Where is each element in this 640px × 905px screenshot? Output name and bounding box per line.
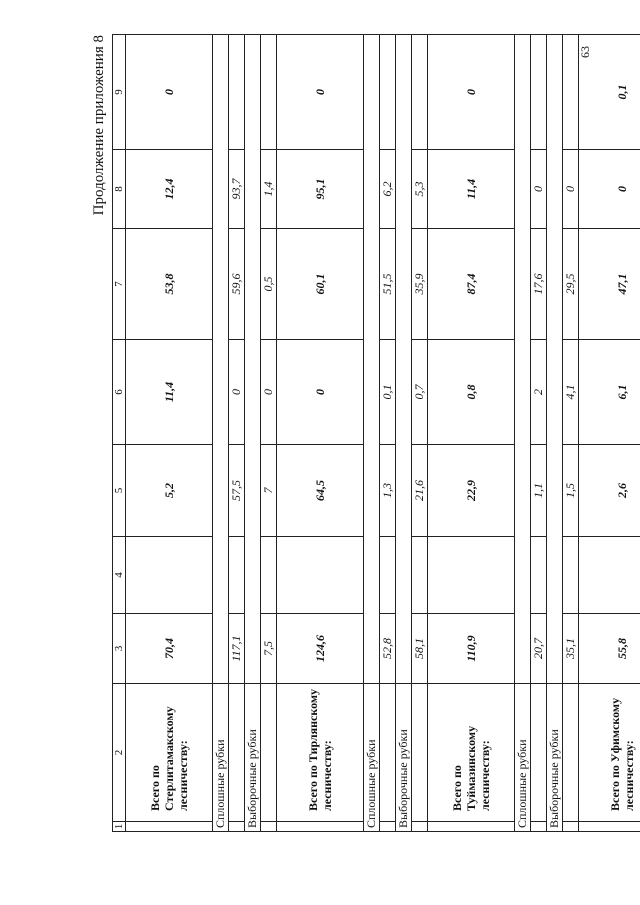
forestry-total-row	[277, 35, 364, 832]
section-header-row	[396, 35, 412, 832]
section-value-cell: 29,5	[563, 229, 579, 340]
total-value-cell	[428, 537, 515, 614]
section-header-row	[547, 35, 563, 832]
total-value-cell: 0	[277, 340, 364, 445]
section-label: Сплошные рубки	[515, 684, 531, 832]
forestry-name: Всего по Стерлитамакскому лесничеству:	[126, 684, 213, 822]
total-value-cell: 0,1	[579, 35, 640, 150]
total-value-cell: 22,9	[428, 445, 515, 537]
section-value-cell	[563, 537, 579, 614]
section-label: Сплошные рубки	[364, 684, 380, 832]
empty-cell	[229, 684, 245, 822]
page-number: 63	[578, 46, 592, 58]
section-value-cell: 0	[563, 150, 579, 229]
section-value-cell: 0,7	[412, 340, 428, 445]
section-value-cell: 0,5	[261, 229, 277, 340]
section-value-cell: 35,9	[412, 229, 428, 340]
section-value-cell: 17,6	[531, 229, 547, 340]
empty-cell	[412, 822, 428, 832]
section-value-cell	[229, 537, 245, 614]
total-value-cell: 70,4	[126, 614, 213, 684]
section-value-cell	[563, 35, 579, 150]
section-value-cell	[229, 35, 245, 150]
section-header-row	[213, 35, 229, 832]
section-value-row	[380, 35, 396, 832]
total-value-cell: 11,4	[126, 340, 213, 445]
section-header-filler	[364, 35, 380, 684]
section-value-cell: 7	[261, 445, 277, 537]
section-value-cell	[261, 35, 277, 150]
section-value-cell: 57,5	[229, 445, 245, 537]
section-value-cell	[261, 537, 277, 614]
section-value-cell: 1,5	[563, 445, 579, 537]
section-value-cell: 52,8	[380, 614, 396, 684]
section-value-row	[531, 35, 547, 832]
total-value-cell: 64,5	[277, 445, 364, 537]
section-header-filler	[515, 35, 531, 684]
section-header-filler	[213, 35, 229, 684]
column-number-cell: 8	[113, 150, 126, 229]
column-number-cell: 7	[113, 229, 126, 340]
total-value-cell: 53,8	[126, 229, 213, 340]
section-header-row	[245, 35, 261, 832]
forestry-table	[112, 34, 640, 832]
forestry-name: Всего по Уфимскому лесничеству:	[579, 684, 640, 822]
section-header-row	[364, 35, 380, 832]
section-value-cell: 93,7	[229, 150, 245, 229]
total-value-cell: 12,4	[126, 150, 213, 229]
section-value-cell	[412, 537, 428, 614]
total-value-cell: 87,4	[428, 229, 515, 340]
total-value-cell: 110,9	[428, 614, 515, 684]
section-value-row	[412, 35, 428, 832]
column-number-cell: 5	[113, 445, 126, 537]
section-value-cell	[412, 35, 428, 150]
total-value-cell: 2,6	[579, 445, 640, 537]
total-value-cell: 0	[277, 35, 364, 150]
section-value-cell: 6,2	[380, 150, 396, 229]
section-value-cell: 59,6	[229, 229, 245, 340]
empty-cell	[563, 684, 579, 822]
column-number-cell: 2	[113, 684, 126, 822]
empty-cell	[563, 822, 579, 832]
section-value-cell: 1,3	[380, 445, 396, 537]
section-value-row	[229, 35, 245, 832]
total-value-cell	[126, 537, 213, 614]
forestry-name: Всего по Туймазинскому лесничеству:	[428, 684, 515, 822]
column-number-cell: 9	[113, 35, 126, 150]
section-value-cell: 1,4	[261, 150, 277, 229]
section-value-cell: 0,1	[380, 340, 396, 445]
empty-cell	[579, 822, 640, 832]
column-number-row	[113, 35, 126, 832]
empty-cell	[126, 822, 213, 832]
forestry-total-row	[428, 35, 515, 832]
total-value-cell: 60,1	[277, 229, 364, 340]
empty-cell	[277, 822, 364, 832]
total-value-cell	[277, 537, 364, 614]
section-value-cell: 20,7	[531, 614, 547, 684]
section-value-row	[563, 35, 579, 832]
empty-cell	[261, 822, 277, 832]
section-header-filler	[245, 35, 261, 684]
section-value-cell: 4,1	[563, 340, 579, 445]
forestry-total-row	[126, 35, 213, 832]
empty-cell	[261, 684, 277, 822]
section-value-cell: 21,6	[412, 445, 428, 537]
section-label: Выборочные рубки	[396, 684, 412, 832]
section-value-cell	[531, 537, 547, 614]
forestry-name: Всего по Тирлянскому лесничеству:	[277, 684, 364, 822]
total-value-cell: 6,1	[579, 340, 640, 445]
section-value-cell: 5,3	[412, 150, 428, 229]
empty-cell	[531, 684, 547, 822]
section-value-cell: 51,5	[380, 229, 396, 340]
section-value-cell	[380, 537, 396, 614]
section-label: Сплошные рубки	[213, 684, 229, 832]
page-heading: Продолжение приложения 8	[91, 35, 107, 216]
total-value-cell: 0	[126, 35, 213, 150]
column-number-cell: 4	[113, 537, 126, 614]
empty-cell	[380, 684, 396, 822]
section-value-cell: 1,1	[531, 445, 547, 537]
section-value-cell	[380, 35, 396, 150]
column-number-cell: 3	[113, 614, 126, 684]
empty-cell	[380, 822, 396, 832]
section-value-cell: 0	[531, 150, 547, 229]
empty-cell	[428, 822, 515, 832]
total-value-cell: 47,1	[579, 229, 640, 340]
total-value-cell: 0	[579, 150, 640, 229]
section-header-filler	[547, 35, 563, 684]
section-value-row	[261, 35, 277, 832]
section-header-filler	[396, 35, 412, 684]
section-header-row	[515, 35, 531, 832]
total-value-cell: 95,1	[277, 150, 364, 229]
total-value-cell	[579, 537, 640, 614]
section-value-cell: 7,5	[261, 614, 277, 684]
empty-cell	[412, 684, 428, 822]
section-value-cell: 58,1	[412, 614, 428, 684]
empty-cell	[531, 822, 547, 832]
total-value-cell: 5,2	[126, 445, 213, 537]
column-number-cell: 6	[113, 340, 126, 445]
section-value-cell: 0	[261, 340, 277, 445]
total-value-cell: 0	[428, 35, 515, 150]
section-label: Выборочные рубки	[245, 684, 261, 832]
section-value-cell	[531, 35, 547, 150]
section-value-cell: 2	[531, 340, 547, 445]
section-value-cell: 117,1	[229, 614, 245, 684]
forestry-total-row	[579, 35, 640, 832]
total-value-cell: 55,8	[579, 614, 640, 684]
total-value-cell: 0,8	[428, 340, 515, 445]
total-value-cell: 124,6	[277, 614, 364, 684]
section-label: Выборочные рубки	[547, 684, 563, 832]
total-value-cell: 11,4	[428, 150, 515, 229]
section-value-cell: 0	[229, 340, 245, 445]
section-value-cell: 35,1	[563, 614, 579, 684]
empty-cell	[229, 822, 245, 832]
column-number-cell: 1	[113, 822, 126, 832]
